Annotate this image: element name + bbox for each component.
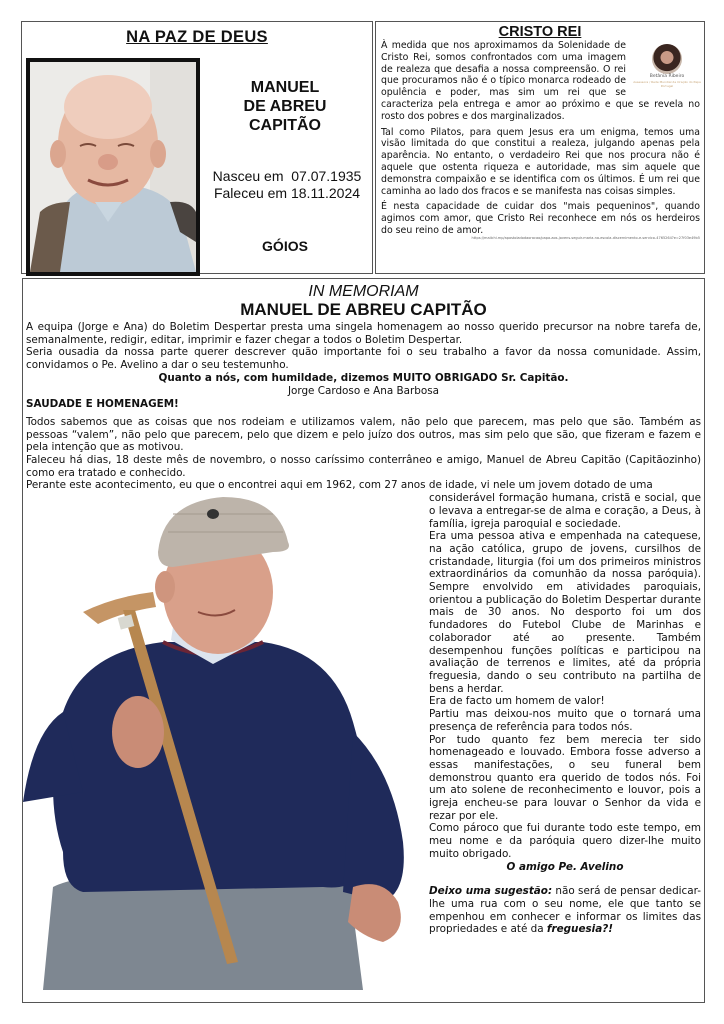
source-link[interactable]: https://mailchi.mp/apostoladodaoracao/papa-aos-jovens-seguir-maria-na-escola-discernimento-e-servico-4765264?e=27f03e49b5 (471, 235, 700, 240)
author-name: Betânia Ribeiro (649, 74, 685, 79)
author-role: Assessora / Rede Mundial de Oração do Papa Portugal (633, 80, 701, 88)
memoriam-title: MANUEL DE ABREU CAPITÃO (240, 300, 487, 319)
suggestion-label: Deixo uma sugestão: (429, 885, 553, 898)
body-paragraph: Como pároco que fui durante todo este tempo, em meu nome e da paróquia quero dizer-lhe muito muito obrigado. (429, 822, 701, 860)
article-paragraph: À medida que nos aproximamos da Solenidade de Cristo Rei, somos confrontados com uma imagem de realeza que desafia a nossa compreensão. O rei que procuramos não é o típico monarca rodeado de opulência e poder, mas sim um rei que se caracteriza pela entrega e amor ao próximo e que se revela no rosto dos pobres e dos marginalizados. (381, 40, 700, 122)
name-line: DE ABREU (243, 98, 327, 115)
intro-paragraph: Seria ousadia da nossa parte querer descrever quão importante foi o seu trabalho a favor da nossa comunidade. Assim, convidamos o Pe. Avelino a dar o seu testemunho. (26, 346, 701, 372)
body-paragraph: Todos sabemos que as coisas que nos rodeiam e utilizamos valem, não pelo que parecem, mas pelo que são. Também as pessoas “valem”, não pelo que parecem, pelo que dizem e pelo juízo dos outros, mas sim pelo que são, que fizeram e fazem e pela intenção que as motivou. (26, 415, 701, 454)
cristo-rei-article (375, 21, 705, 274)
suggestion-emphasis: freguesia?! (546, 923, 614, 936)
memoriam-body (23, 321, 704, 936)
memoriam-supertitle: IN MEMORIAM (308, 283, 419, 300)
body-paragraph: considerável formação humana, cristã e social, que o levava a entregar-se de alma e coração, a Deus, à família, igreja paroquial e sociedade. (429, 492, 701, 530)
body-paragraph: Perante este acontecimento, eu que o encontrei aqui em 1962, com 27 anos de idade, vi nele um jovem dotado de uma (26, 479, 653, 492)
death-date: Faleceu em 18.11.2024 (213, 185, 361, 201)
portrait-photo (26, 58, 200, 276)
in-memoriam-article (22, 278, 705, 1003)
article-paragraph: É nesta capacidade de cuidar dos "mais pequeninos", quando agimos com amor, que Cristo Rei reconhece em nós os herdeiros do seu reino de amor. (381, 201, 700, 236)
life-dates (202, 168, 372, 202)
place-name: GÓIOS (262, 238, 308, 254)
priest-signature: O amigo Pe. Avelino (506, 860, 624, 873)
article-paragraph: Tal como Pilatos, para quem Jesus era um enigma, temos uma visão limitada do que constitui a realeza, julgando apenas pela aparência. No entanto, o verdadeiro Rei que nos procura não é aquele que ostenta riqueza e autoridade, mas sim aquele que demonstra compaixão e se identifica com os últimos. É um rei que caminha ao lado dos fracos e se manifesta nas coisas simples. (381, 126, 700, 197)
birth-date: Nasceu em 07.07.1935 (212, 168, 362, 184)
suggestion-text: não será de pensar dedicar-lhe uma rua com o seu nome, ele que tanto se empenhou em conhecer e informar os limites das propriedades e até da (429, 885, 701, 936)
tribute-photo (23, 492, 423, 990)
body-paragraph: Faleceu há dias, 18 deste mês de novembro, o nosso caríssimo conterrâneo e amigo, Manuel de Abreu Capitão (Capitãozinho) como era tratado e conhecido. (26, 454, 701, 479)
name-line: CAPITÃO (249, 117, 321, 134)
article-title: CRISTO REI (498, 24, 582, 40)
tribute-illustration (23, 492, 423, 990)
author-card (632, 44, 702, 88)
section-heading: SAUDADE E HOMENAGEM! (26, 398, 179, 411)
team-signature: Jorge Cardoso e Ana Barbosa (287, 384, 440, 397)
body-paragraph: Era uma pessoa ativa e empenhada na catequese, na ação católica, grupo de jovens, cursilhos de cristandade, liturgia (foi um dos primeiros ministros extraordinários da comunhão da nossa paróquia). Sempre envolvido em atividades paroquiais, orientou a publicação do Boletim Despertar durante mais de 30 anos. No desporto foi um dos fundadores do Futebol Clube de Marinhas e colaborador até ao presente. Também desempenhou funções políticas e participou na avaliação de terrenos e limites, até da própria freguesia, dando o seu contributo na partilha de bens a herdar. (429, 530, 701, 695)
portrait-illustration (30, 62, 196, 272)
body-paragraph: Era de facto um homem de valor! (429, 695, 605, 708)
body-paragraph: Partiu mas deixou-nos muito que o tornará uma presença de referência para todos nós. (429, 708, 701, 733)
thanks-line: Quanto a nós, com humildade, dizemos MUITO OBRIGADO Sr. Capitão. (158, 371, 569, 384)
name-line: MANUEL (250, 79, 320, 96)
article-body (376, 40, 704, 241)
deceased-name (202, 78, 368, 135)
obituary-title: NA PAZ DE DEUS (126, 28, 268, 46)
author-avatar (652, 44, 682, 74)
obituary-notice-box (21, 21, 373, 274)
body-paragraph: Por tudo quanto fez bem merecia ter sido homenageado e louvado. Embora fosse adverso a essas manifestações, o seu funeral bem demonstrou quanto era querido de todos nós. Foi um ato solene de reconhecimento e louvor, pois a igreja encheu-se para louvar o Senhor da vida e rezar por ele. (429, 733, 701, 822)
intro-paragraph: A equipa (Jorge e Ana) do Boletim Despertar presta uma singela homenagem ao nosso querido precursor na nobre tarefa de, semanalmente, redigir, editar, imprimir e fazer chegar a todos o Boletim Despertar. (26, 321, 701, 346)
